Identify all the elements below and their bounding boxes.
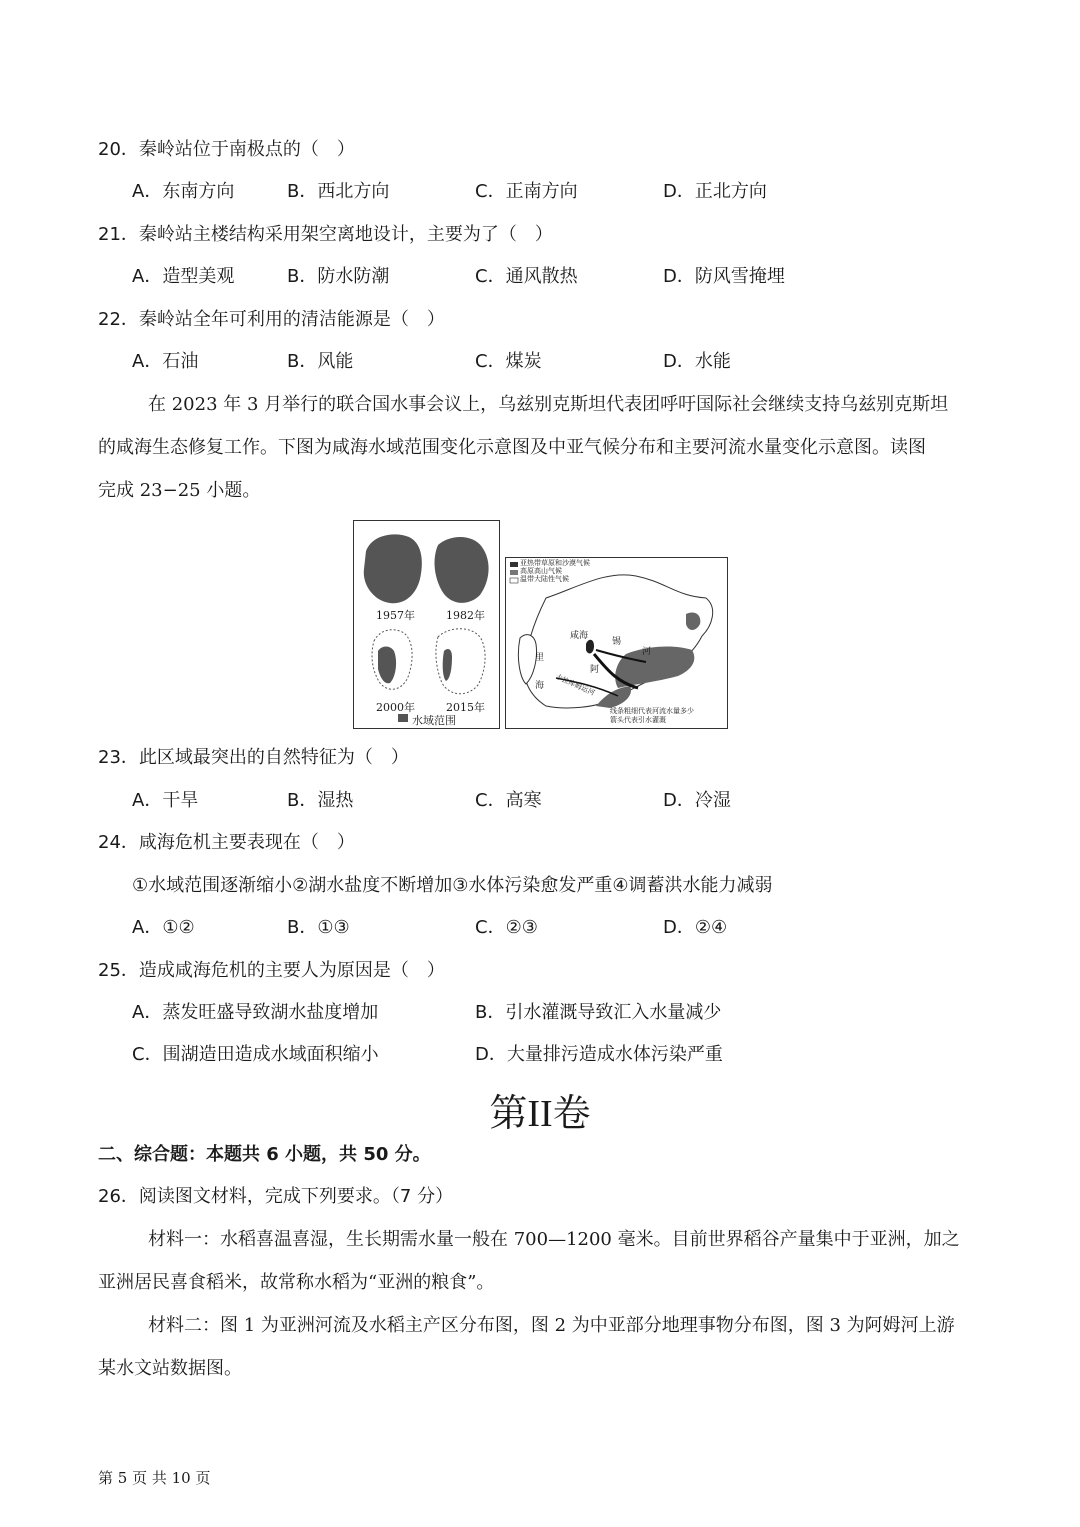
legend-water: 水域范围 bbox=[412, 714, 456, 727]
q24-stem: 24．咸海危机主要表现在（ ） bbox=[98, 832, 355, 853]
q20-option-b: B．西北方向 bbox=[287, 181, 390, 202]
q24-option-a: A．①② bbox=[132, 917, 195, 938]
q25-option-a: A．蒸发旺盛导致湖水盐度增加 bbox=[132, 1002, 379, 1023]
year-2015: 2015年 bbox=[446, 701, 485, 714]
q21-option-c: C．通风散热 bbox=[475, 266, 578, 287]
year-1982: 1982年 bbox=[446, 609, 485, 622]
q21-stem: 21．秦岭站主楼结构采用架空离地设计，主要为了（ ） bbox=[98, 224, 553, 245]
section-heading: 二、综合题：本题共 6 小题，共 50 分。 bbox=[98, 1144, 431, 1165]
q22-option-c: C．煤炭 bbox=[475, 351, 542, 372]
year-2000: 2000年 bbox=[376, 701, 415, 714]
label-canal: 卡拉库姆运河 bbox=[554, 672, 596, 698]
label-hai: 海 bbox=[535, 681, 545, 691]
q26-material-2-line-2: 某水文站数据图。 bbox=[98, 1358, 242, 1379]
intro-line-3: 完成 23−25 小题。 bbox=[98, 480, 261, 501]
q24-option-b: B．①③ bbox=[287, 917, 350, 938]
q20-option-c: C．正南方向 bbox=[475, 181, 578, 202]
q23-stem: 23．此区域最突出的自然特征为（ ） bbox=[98, 747, 409, 768]
label-xi: 锡 bbox=[612, 637, 622, 647]
q23-option-b: B．湿热 bbox=[287, 790, 354, 811]
q25-option-c: C．围湖造田造成水域面积缩小 bbox=[132, 1044, 379, 1065]
q20-option-d: D．正北方向 bbox=[663, 181, 767, 202]
aral-sea-shapes bbox=[354, 521, 499, 728]
q26-material-1-line-1: 材料一：水稻喜温喜湿，生长期需水量一般在 700—1200 毫米。目前世界稻谷产量集中于亚洲，加之 bbox=[148, 1229, 960, 1250]
q23-option-a: A．干旱 bbox=[132, 790, 199, 811]
q23-option-c: C．高寒 bbox=[475, 790, 542, 811]
q24-option-d: D．②④ bbox=[663, 917, 728, 938]
q21-option-a: A．造型美观 bbox=[132, 266, 235, 287]
q24-option-c: C．②③ bbox=[475, 917, 538, 938]
label-he: 河 bbox=[642, 647, 652, 657]
q22-stem: 22．秦岭站全年可利用的清洁能源是（ ） bbox=[98, 309, 445, 330]
legend-climate-1: 亚热带草原和沙漠气候 bbox=[520, 559, 590, 567]
legend-climate-3: 温带大陆性气候 bbox=[520, 575, 569, 583]
legend-climate-2: 高原高山气候 bbox=[520, 567, 562, 575]
map-note-1: 线条粗细代表河流水量多少 bbox=[610, 707, 694, 715]
intro-line-1: 在 2023 年 3 月举行的联合国水事会议上，乌兹别克斯坦代表团呼吁国际社会继续支持乌兹别克斯坦 bbox=[148, 394, 949, 415]
q23-option-d: D．冷湿 bbox=[663, 790, 731, 811]
q22-option-b: B．风能 bbox=[287, 351, 354, 372]
page-footer: 第 5 页 共 10 页 bbox=[98, 1469, 211, 1487]
q26-material-1-line-2: 亚洲居民喜食稻米，故常称水稻为“亚洲的粮食”。 bbox=[98, 1272, 495, 1293]
label-xianhai: 咸海 bbox=[570, 631, 589, 641]
q22-option-d: D．水能 bbox=[663, 351, 731, 372]
q22-option-a: A．石油 bbox=[132, 351, 199, 372]
q25-option-b: B．引水灌溉导致汇入水量减少 bbox=[475, 1002, 722, 1023]
label-li: 里 bbox=[535, 653, 545, 663]
year-1957: 1957年 bbox=[376, 609, 415, 622]
q26-material-2-line-1: 材料二：图 1 为亚洲河流及水稻主产区分布图，图 2 为中亚部分地理事物分布图，图 3 为阿姆河上游 bbox=[148, 1315, 955, 1336]
q20-stem: 20．秦岭站位于南极点的（ ） bbox=[98, 139, 355, 160]
q26-stem: 26．阅读图文材料，完成下列要求。（7 分） bbox=[98, 1186, 454, 1207]
q25-stem: 25．造成咸海危机的主要人为原因是（ ） bbox=[98, 960, 445, 981]
map-note-2: 箭头代表引水灌溉 bbox=[610, 716, 666, 724]
q24-items: ①水域范围逐渐缩小②湖水盐度不断增加③水体污染愈发严重④调蓄洪水能力减弱 bbox=[132, 875, 773, 896]
q25-option-d: D．大量排污造成水体污染严重 bbox=[475, 1044, 723, 1065]
central-asia-map bbox=[505, 557, 728, 729]
q20-option-a: A．东南方向 bbox=[132, 181, 235, 202]
q21-option-d: D．防风雪掩埋 bbox=[663, 266, 785, 287]
section-title: 第II卷 bbox=[489, 1093, 591, 1135]
aral-sea-figure bbox=[353, 520, 500, 729]
intro-line-2: 的咸海生态修复工作。下图为咸海水域范围变化示意图及中亚气候分布和主要河流水量变化示意图。读图 bbox=[98, 437, 926, 458]
label-a: 阿 bbox=[590, 665, 600, 675]
q21-option-b: B．防水防潮 bbox=[287, 266, 390, 287]
